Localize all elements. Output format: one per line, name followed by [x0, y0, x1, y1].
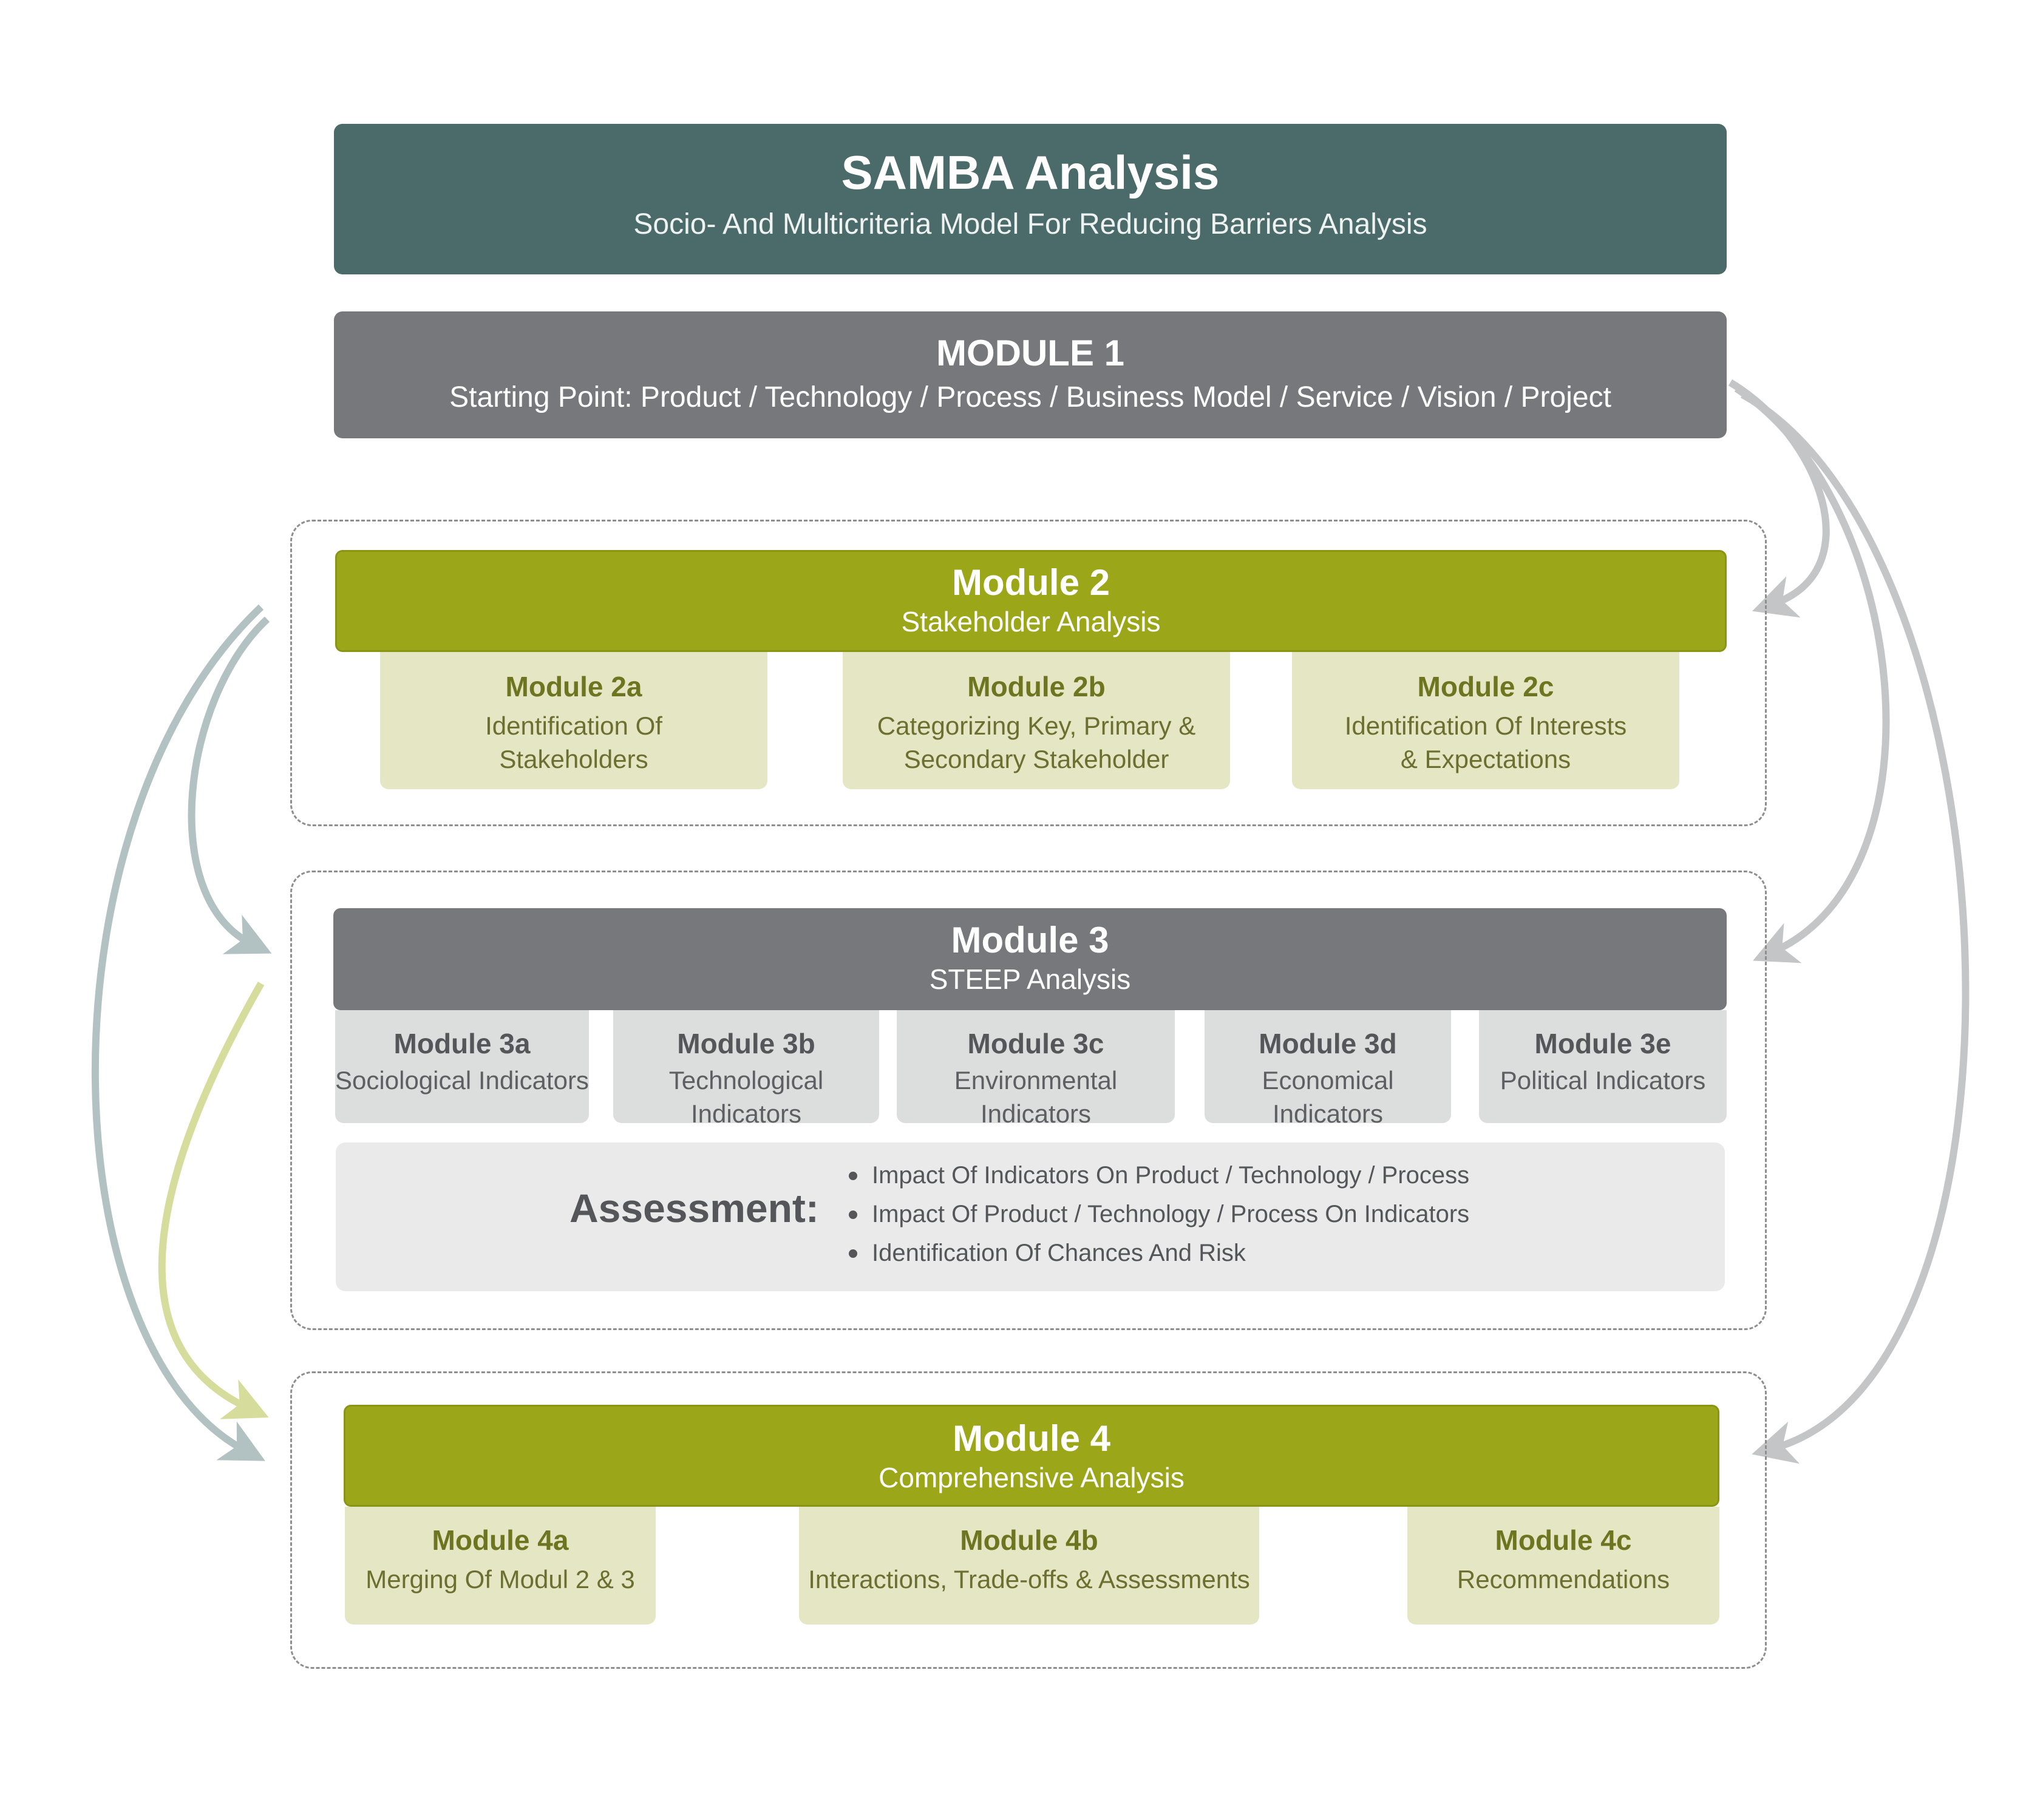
module-2b-title: Module 2b — [967, 671, 1106, 702]
module-3c-box — [897, 1010, 1175, 1128]
module-3a-box — [335, 1010, 589, 1123]
module-2a-box — [380, 652, 767, 789]
module-4c-box — [1407, 1507, 1719, 1625]
module-3-subtitle: STEEP Analysis — [929, 963, 1131, 995]
module-3c-desc: Environmental Indicators — [954, 1066, 1118, 1128]
module-4b-desc: Interactions, Trade-offs & Assessments — [808, 1565, 1250, 1594]
module-3-title: Module 3 — [951, 920, 1109, 960]
module-2-title: Module 2 — [951, 562, 1110, 603]
assessment-list — [849, 1156, 1469, 1272]
module-4-subtitle: Comprehensive Analysis — [879, 1462, 1185, 1493]
assessment-label: Assessment: — [569, 1186, 819, 1231]
module-3e-title: Module 3e — [1534, 1028, 1671, 1059]
module-4a-desc: Merging Of Modul 2 & 3 — [365, 1565, 635, 1594]
module-3c-title: Module 3c — [967, 1028, 1104, 1059]
arrow-m3-to-m4 — [162, 983, 261, 1408]
module-3-bar — [333, 908, 1727, 1010]
module-3b-box — [613, 1010, 879, 1128]
module-4b-title: Module 4b — [960, 1524, 1098, 1556]
samba-header — [334, 124, 1727, 274]
module-1-title: MODULE 1 — [936, 333, 1125, 373]
module-1-subtitle: Starting Point: Product / Technology / Process / Business Model / Service / Vision / Project — [449, 381, 1611, 413]
module-4c-title: Module 4c — [1495, 1524, 1632, 1556]
module-2c-title: Module 2c — [1417, 671, 1554, 702]
module-4a-box — [345, 1507, 656, 1625]
module-2b-line2: Secondary Stakeholder — [903, 744, 1169, 773]
module-2a-line2: Stakeholders — [499, 744, 648, 773]
module-3d-title: Module 3d — [1259, 1028, 1397, 1059]
header-subtitle: Socio- And Multicriteria Model For Reducing Barriers Analysis — [633, 208, 1427, 240]
module-2a-line1: Identification Of — [485, 711, 662, 741]
module-4-title: Module 4 — [952, 1418, 1110, 1459]
module-3b-title: Module 3b — [677, 1028, 815, 1059]
module-2c-line2: & Expectations — [1400, 744, 1571, 773]
module-4-bar — [344, 1405, 1719, 1507]
assessment-item: Impact Of Indicators On Product / Technology / Process — [849, 1156, 1469, 1195]
assessment-panel — [336, 1143, 1725, 1291]
module-3a-desc: Sociological Indicators — [335, 1066, 589, 1095]
module-2-bar — [335, 550, 1727, 652]
arrow-m2-to-m3 — [192, 619, 267, 944]
module-4b-box — [799, 1507, 1259, 1625]
module-1-bar — [334, 311, 1727, 438]
module-2b-box — [843, 652, 1230, 789]
module-2c-box — [1292, 652, 1679, 789]
module-4a-title: Module 4a — [432, 1524, 569, 1556]
module-3e-box — [1479, 1010, 1727, 1123]
module-2c-line1: Identification Of Interests — [1344, 711, 1627, 741]
module-3b-desc: Technological Indicators — [668, 1066, 824, 1128]
assessment-item: Identification Of Chances And Risk — [849, 1234, 1469, 1272]
module-3d-desc: Economical Indicators — [1262, 1066, 1394, 1128]
module-3e-desc: Political Indicators — [1500, 1066, 1706, 1095]
header-title: SAMBA Analysis — [841, 146, 1220, 199]
module-2-subtitle: Stakeholder Analysis — [901, 606, 1161, 637]
module-2a-title: Module 2a — [505, 671, 642, 702]
module-3a-title: Module 3a — [393, 1028, 531, 1059]
module-3d-box — [1205, 1010, 1451, 1128]
module-2b-line1: Categorizing Key, Primary & — [877, 711, 1196, 741]
assessment-item: Impact Of Product / Technology / Process On Indicators — [849, 1195, 1469, 1234]
module-4c-desc: Recommendations — [1457, 1565, 1670, 1594]
